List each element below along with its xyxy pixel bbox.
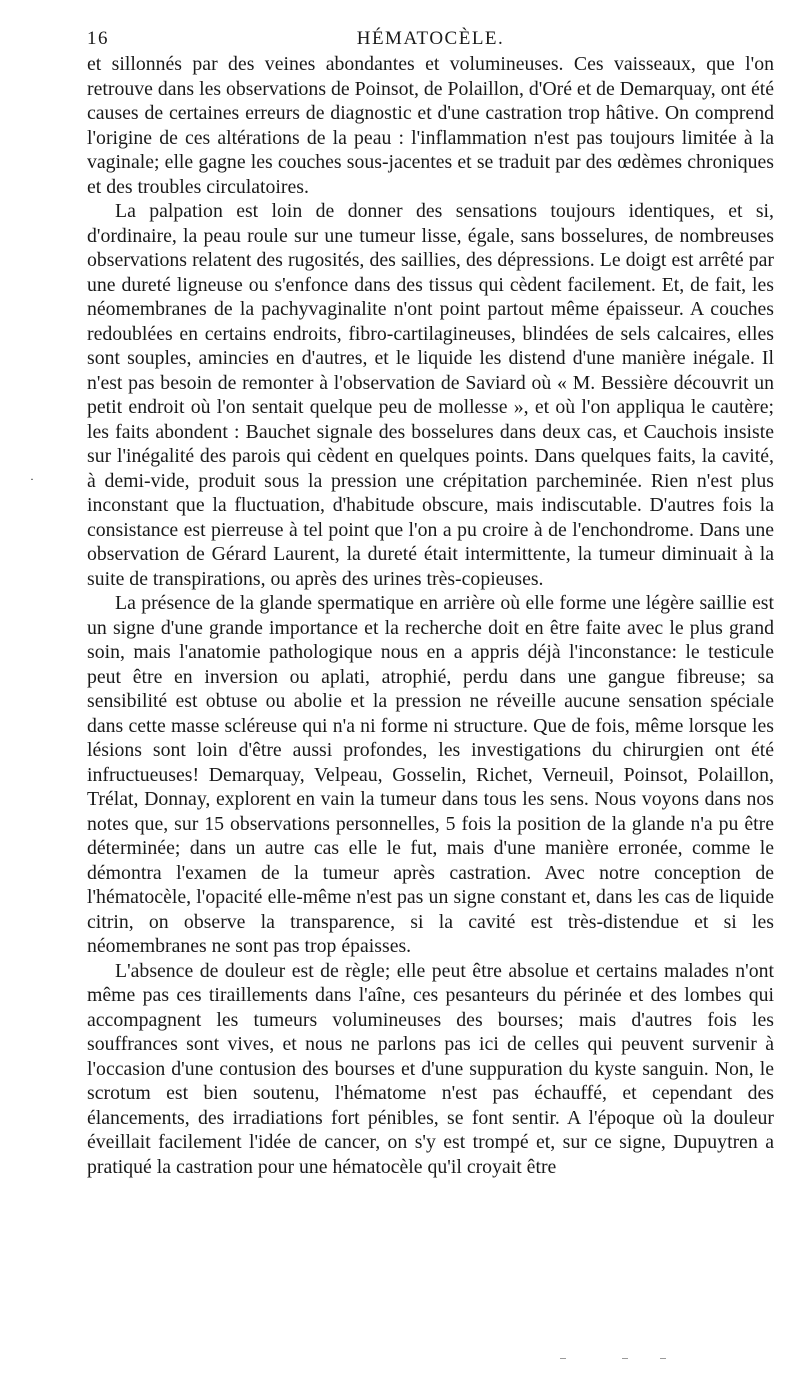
- paragraph-glande-spermatique: La présence de la glande spermatique en arrière où elle forme une légère saillie est un signe d'une grande importance et la recherche doit en être faite avec le plus grand soin, mais l'anatomie pathologique nous en a appris déjà l'inconstance: le testicule peut être en inversion ou aplati, atrophié, perdu dans une gangue fibreuse; sa sensibilité est obtuse ou abolie et la pression ne réveille aucune sensation spéciale dans cette masse scléreuse qui n'a ni forme ni structure. Que de fois, même lorsque les lésions sont loin d'être aussi profondes, les investigations du chirurgien ont été infructueuses! Demarquay, Velpeau, Gosselin, Richet, Verneuil, Poinsot, Polaillon, Trélat, Donnay, explorent en vain la tumeur dans tous les sens. Nous voyons dans nos notes que, sur 15 observations personnelles, 5 fois la position de la glande n'a pu être déterminée; dans un autre cas elle le fut, mais d'une manière erronée, comme le démontra l'examen de la tumeur après castration. Avec notre conception de l'hématocèle, l'opacité elle-même n'est pas un signe constant et, dans les cas de liquide citrin, on observe la transparence, si la cavité est très-distendue et si les néomembranes ne sont pas trop épaisses.: [87, 592, 774, 957]
- margin-speck: ·: [30, 472, 34, 486]
- paragraph-douleur: L'absence de douleur est de règle; elle peut être absolue et certains malades n'ont même pas ces tiraillements dans l'aîne, ces pesanteurs du périnée et des lombes qui accompagnent les tumeurs volumineuses des bourses; mais d'autres fois les souffrances sont vives, et nous ne parlons pas ici de celles qui peuvent survenir à l'occasion d'une contusion des bourses et d'une suppuration du kyste sanguin. Non, le scrotum est bien soutenu, l'hématome n'est pas échauffé, et cependant des élancements, des irradiations fort pénibles, se font sentir. A l'époque où la douleur éveillait facilement l'idée de cancer, on s'y est trompé et, sur ce signe, Dupuytren a pratiqué la castration pour une hématocèle qu'il croyait être: [87, 959, 774, 1178]
- paragraph-palpation: La palpation est loin de donner des sensations toujours identiques, et si, d'ordinaire, la peau roule sur une tumeur lisse, égale, sans bosselures, de nombreuses observations relatent des rugosités, des saillies, des dépressions. Le doigt est arrêté par une dureté ligneuse ou s'enfonce dans des tissus qui cèdent facilement. Et, de fait, les néomembranes de la pachyvaginalite n'ont point partout même épaisseur. A couches redoublées en certains endroits, fibro-cartilagineuses, blindées de sels calcaires, elles sont souples, amincies en d'autres, et le liquide les distend d'une manière inégale. Il n'est pas besoin de remonter à l'observation de Saviard où « M. Bessière découvrit un petit endroit où l'on sentait quelque peu de mollesse », et où l'on appliqua le cautère; les faits abondent : Bauchet signale des bosselures dans deux cas, et Cauchois insiste sur l'inégalité des parois qui cèdent en quelques points. Dans quelques faits, la cavité, à demi-vide, produit sous la pression une crépitation parcheminée. Rien n'est plus inconstant que la fluctuation, d'habitude obscure, mais indiscutable. D'autres fois la consistance est pierreuse à tel point que l'on a pu croire à de l'enchondrome. Dans une observation de Gérard Laurent, la dureté était intermittente, la tumeur diminuait à la suite de transpirations, ou après des urines très-copieuses.: [87, 200, 774, 590]
- body-text: [87, 52, 774, 1179]
- running-head: [87, 28, 774, 52]
- running-title: HÉMATOCÈLE.: [356, 28, 505, 49]
- page-number: 16: [87, 28, 109, 49]
- scan-artifact-marks: [560, 1358, 680, 1366]
- paragraph-continued: et sillonnés par des veines abondantes et volumineuses. Ces vaisseaux, que l'on retrouve dans les observations de Poinsot, de Polaillon, d'Oré et de Demarquay, ont été causes de certaines erreurs de diagnostic et d'une castration trop hâtive. On comprend l'origine de ces altérations de la peau : l'inflammation n'est pas toujours limitée à la vaginale; elle gagne les couches sous-jacentes et se traduit par des œdèmes chroniques et des troubles circulatoires.: [87, 53, 774, 198]
